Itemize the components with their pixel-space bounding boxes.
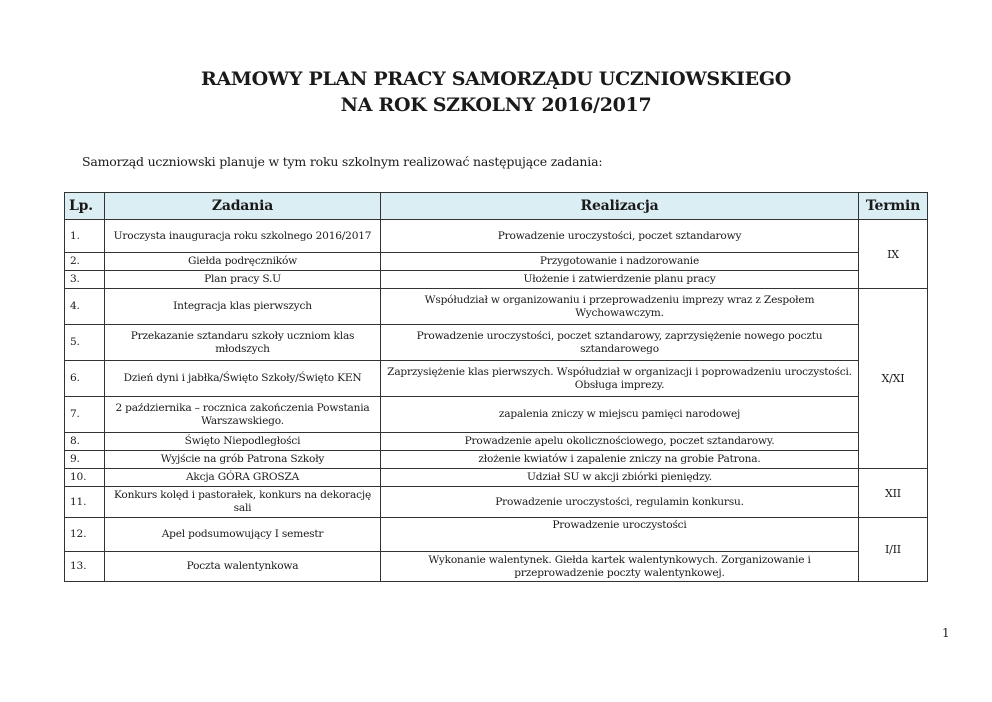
page-number: 1 — [942, 626, 950, 640]
row-lp: 10. — [65, 469, 105, 487]
row-zadanie: 2 października – rocznica zakończenia Powstania Warszawskiego. — [105, 397, 381, 433]
row-lp: 7. — [65, 397, 105, 433]
header-termin: Termin — [859, 193, 928, 220]
table-row — [65, 487, 928, 518]
row-realizacja: złożenie kwiatów i zapalenie zniczy na grobie Patrona. — [381, 451, 859, 469]
table-row — [65, 271, 928, 289]
table-row — [65, 433, 928, 451]
row-realizacja: Wykonanie walentynek. Giełda kartek walentynkowych. Zorganizowanie i przeprowadzenie poczty walentynkowej. — [381, 552, 859, 582]
intro-paragraph: Samorząd uczniowski planuje w tym roku szkolnym realizować następujące zadania: — [82, 154, 603, 169]
row-lp: 2. — [65, 253, 105, 271]
table-row — [65, 253, 928, 271]
row-realizacja: zapalenia zniczy w miejscu pamięci narodowej — [381, 397, 859, 433]
table-row — [65, 220, 928, 253]
row-realizacja: Udział SU w akcji zbiórki pieniędzy. — [381, 469, 859, 487]
row-lp: 4. — [65, 289, 105, 325]
row-termin: I/II — [859, 518, 928, 582]
row-realizacja: Współudział w organizowaniu i przeprowadzeniu imprezy wraz z Zespołem Wychowawczym. — [381, 289, 859, 325]
document-title-line1: RAMOWY PLAN PRACY SAMORZĄDU UCZNIOWSKIEGO — [200, 68, 791, 90]
row-zadanie: Przekazanie sztandaru szkoły uczniom klas młodszych — [105, 325, 381, 361]
table-row — [65, 325, 928, 361]
row-lp: 5. — [65, 325, 105, 361]
row-lp: 3. — [65, 271, 105, 289]
row-realizacja: Prowadzenie apelu okolicznościowego, poczet sztandarowy. — [381, 433, 859, 451]
row-zadanie: Poczta walentynkowa — [105, 552, 381, 582]
header-realizacja: Realizacja — [381, 193, 859, 220]
row-lp: 13. — [65, 552, 105, 582]
table-row — [65, 451, 928, 469]
header-zadania: Zadania — [105, 193, 381, 220]
table-row — [65, 289, 928, 325]
document-title-line2: NA ROK SZKOLNY 2016/2017 — [340, 94, 652, 116]
table-row — [65, 518, 928, 552]
row-zadanie: Konkurs kolęd i pastorałek, konkurs na dekorację sali — [105, 487, 381, 518]
row-termin: IX — [859, 220, 928, 289]
row-lp: 6. — [65, 361, 105, 397]
row-realizacja: Ułożenie i zatwierdzenie planu pracy — [381, 271, 859, 289]
row-termin: X/XI — [859, 289, 928, 469]
table-row — [65, 361, 928, 397]
row-realizacja: Prowadzenie uroczystości, regulamin konkursu. — [381, 487, 859, 518]
row-zadanie: Dzień dyni i jabłka/Święto Szkoły/Święto KEN — [105, 361, 381, 397]
header-lp: Lp. — [65, 193, 105, 220]
row-realizacja: Prowadzenie uroczystości — [381, 518, 859, 552]
row-realizacja: Prowadzenie uroczystości, poczet sztandarowy — [381, 220, 859, 253]
row-zadanie: Apel podsumowujący I semestr — [105, 518, 381, 552]
row-lp: 11. — [65, 487, 105, 518]
row-realizacja: Przygotowanie i nadzorowanie — [381, 253, 859, 271]
row-lp: 1. — [65, 220, 105, 253]
table-row — [65, 552, 928, 582]
row-zadanie: Uroczysta inauguracja roku szkolnego 2016/2017 — [105, 220, 381, 253]
row-termin: XII — [859, 469, 928, 518]
row-zadanie: Święto Niepodległości — [105, 433, 381, 451]
row-zadanie: Wyjście na grób Patrona Szkoły — [105, 451, 381, 469]
table-row — [65, 469, 928, 487]
plan-table — [64, 192, 928, 582]
row-realizacja: Zaprzysiężenie klas pierwszych. Współudział w organizacji i poprowadzeniu uroczystości. Obsługa imprezy. — [381, 361, 859, 397]
row-zadanie: Integracja klas pierwszych — [105, 289, 381, 325]
row-realizacja: Prowadzenie uroczystości, poczet sztandarowy, zaprzysiężenie nowego pocztu sztandarowego — [381, 325, 859, 361]
row-zadanie: Giełda podręczników — [105, 253, 381, 271]
row-lp: 12. — [65, 518, 105, 552]
table-header-row — [65, 193, 928, 220]
row-lp: 8. — [65, 433, 105, 451]
row-lp: 9. — [65, 451, 105, 469]
row-zadanie: Akcja GÓRA GROSZA — [105, 469, 381, 487]
table-row — [65, 397, 928, 433]
row-zadanie: Plan pracy S.U — [105, 271, 381, 289]
